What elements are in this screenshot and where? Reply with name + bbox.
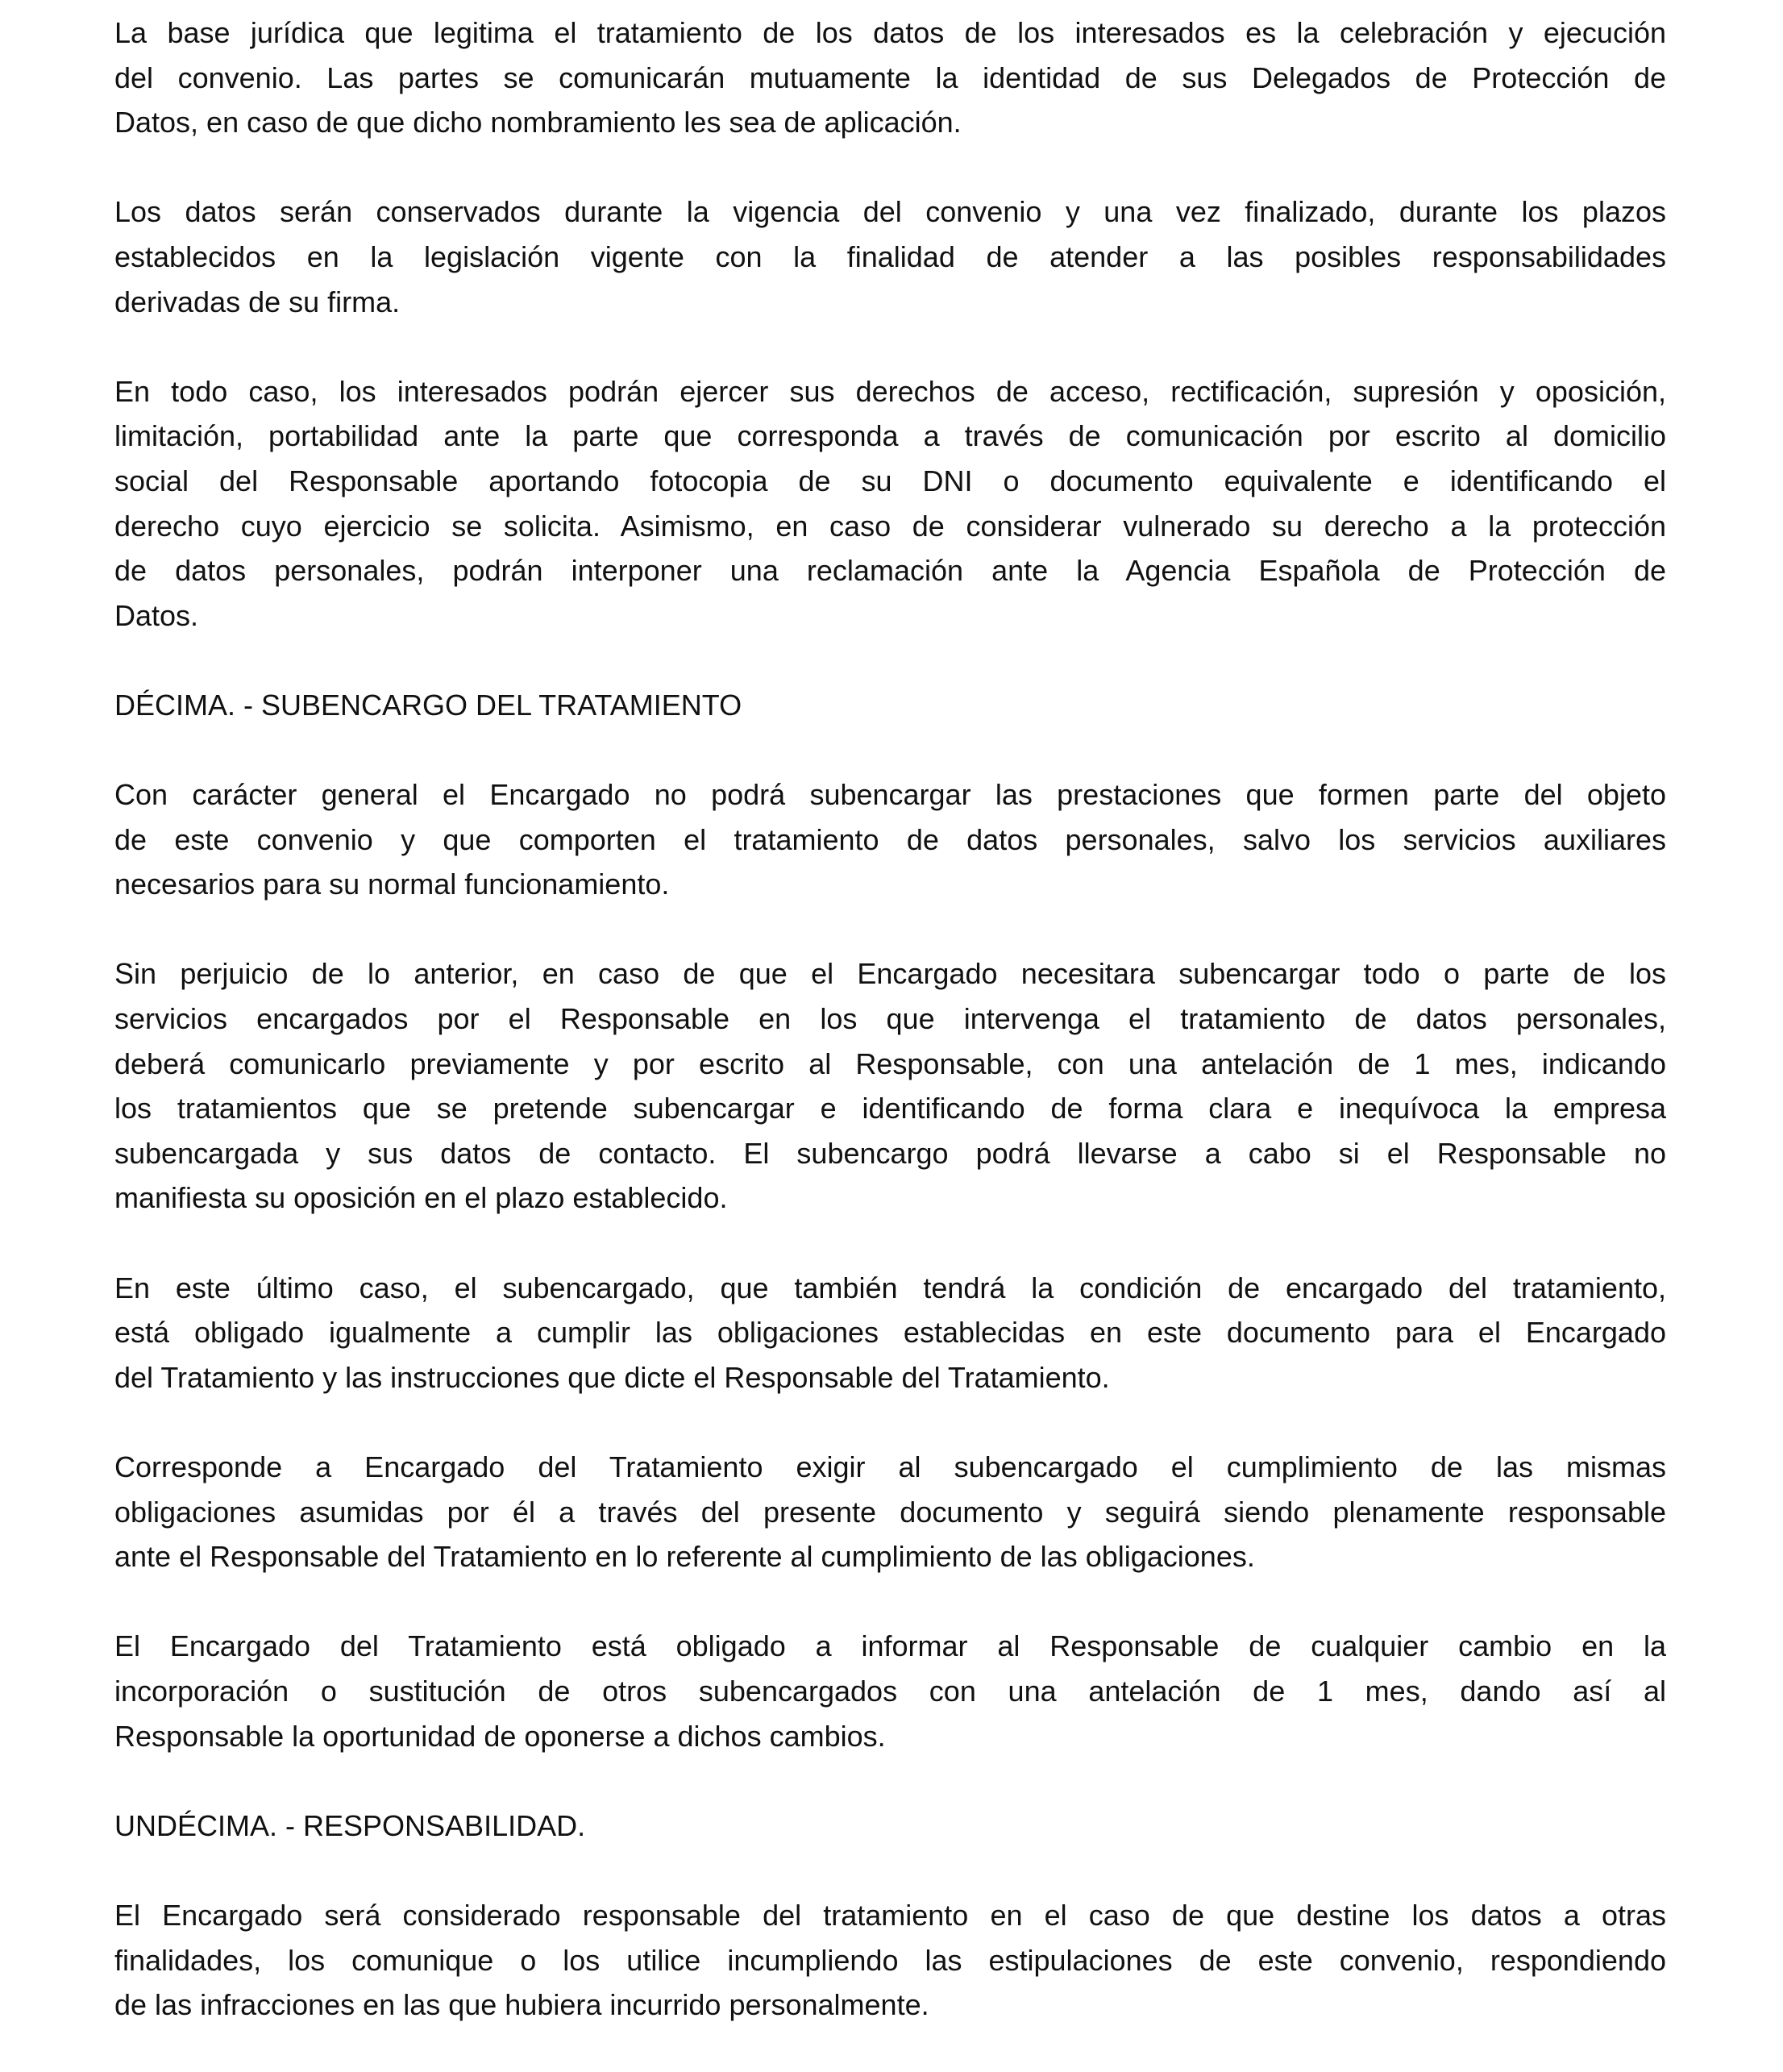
- text-line: derivadas de su firma.: [114, 285, 401, 318]
- text-line: finalidades, los comunique o los utilice incumpliendo las estipulaciones de este convenio, respondiendo: [114, 1943, 1666, 1977]
- text-line: La base jurídica que legitima el tratamiento de los datos de los interesados es la celebración y ejecución: [114, 16, 1666, 49]
- paragraph: [114, 951, 1666, 1221]
- text-line: Corresponde a Encargado del Tratamiento exigir al subencargado el cumplimiento de las mismas: [114, 1450, 1666, 1483]
- text-line: deberá comunicarlo previamente y por escrito al Responsable, con una antelación de 1 mes, indicando: [114, 1046, 1666, 1080]
- text-line: necesarios para su normal funcionamiento.: [114, 867, 670, 901]
- text-line: de datos personales, podrán interponer una reclamación ante la Agencia Española de Protección de: [114, 554, 1666, 588]
- text-line: de las infracciones en las que hubiera incurrido personalmente.: [114, 1988, 929, 2022]
- text-line: En todo caso, los interesados podrán ejercer sus derechos de acceso, rectificación, supresión y oposición,: [114, 374, 1666, 408]
- paragraph: [114, 1445, 1666, 1579]
- text-line: El Encargado será considerado responsable del tratamiento en el caso de que destine los datos a otras: [114, 1898, 1666, 1932]
- section-heading: [114, 1804, 1666, 1849]
- text-line: Datos, en caso de que dicho nombramiento les sea de aplicación.: [114, 106, 962, 139]
- text-line: está obligado igualmente a cumplir las obligaciones establecidas en este documento para el Encargado: [114, 1316, 1666, 1350]
- text-line: incorporación o sustitución de otros subencargados con una antelación de 1 mes, dando así al: [114, 1674, 1666, 1708]
- text-line: limitación, portabilidad ante la parte que corresponda a través de comunicación por escrito al domicilio: [114, 419, 1666, 453]
- text-line: El Encargado del Tratamiento está obligado a informar al Responsable de cualquier cambio en la: [114, 1629, 1666, 1663]
- text-line: obligaciones asumidas por él a través del presente documento y seguirá siendo plenamente responsable: [114, 1495, 1666, 1529]
- text-line: social del Responsable aportando fotocopia de su DNI o documento equivalente e identificando el: [114, 464, 1666, 497]
- text-line: derecho cuyo ejercicio se solicita. Asimismo, en caso de considerar vulnerado su derecho a la protección: [114, 509, 1666, 543]
- paragraph: [114, 1266, 1666, 1400]
- text-line: UNDÉCIMA. - RESPONSABILIDAD.: [114, 1808, 586, 1842]
- paragraph: [114, 1624, 1666, 1758]
- text-line: los tratamientos que se pretende subencargar e identificando de forma clara e inequívoca la empresa: [114, 1092, 1666, 1125]
- text-line: Datos.: [114, 598, 199, 632]
- text-line: del Tratamiento y las instrucciones que dicte el Responsable del Tratamiento.: [114, 1360, 1110, 1394]
- paragraph: [114, 772, 1666, 907]
- text-line: establecidos en la legislación vigente con la finalidad de atender a las posibles responsabilidades: [114, 239, 1666, 273]
- paragraph: [114, 189, 1666, 324]
- paragraph: [114, 369, 1666, 639]
- text-line: Sin perjuicio de lo anterior, en caso de que el Encargado necesitara subencargar todo o parte de los: [114, 957, 1666, 991]
- text-line: Con carácter general el Encargado no podrá subencargar las prestaciones que formen parte del objeto: [114, 778, 1666, 812]
- text-line: ante el Responsable del Tratamiento en lo referente al cumplimiento de las obligaciones.: [114, 1540, 1255, 1574]
- text-line: Los datos serán conservados durante la vigencia del convenio y una vez finalizado, durante los plazos: [114, 195, 1666, 229]
- paragraph: [114, 10, 1666, 145]
- text-line: del convenio. Las partes se comunicarán mutuamente la identidad de sus Delegados de Protección de: [114, 60, 1666, 94]
- text-line: Responsable la oportunidad de oponerse a dichos cambios.: [114, 1719, 886, 1753]
- text-line: En este último caso, el subencargado, que también tendrá la condición de encargado del tratamiento,: [114, 1271, 1666, 1304]
- section-heading: [114, 683, 1666, 728]
- text-line: servicios encargados por el Responsable en los que intervenga el tratamiento de datos personales,: [114, 1002, 1666, 1036]
- text-line: de este convenio y que comporten el tratamiento de datos personales, salvo los servicios auxiliares: [114, 822, 1666, 856]
- text-line: DÉCIMA. - SUBENCARGO DEL TRATAMIENTO: [114, 688, 742, 722]
- text-line: subencargada y sus datos de contacto. El subencargo podrá llevarse a cabo si el Responsable no: [114, 1136, 1666, 1170]
- document-page: [114, 10, 1666, 2072]
- text-line: manifiesta su oposición en el plazo establecido.: [114, 1181, 728, 1215]
- paragraph: [114, 1893, 1666, 2028]
